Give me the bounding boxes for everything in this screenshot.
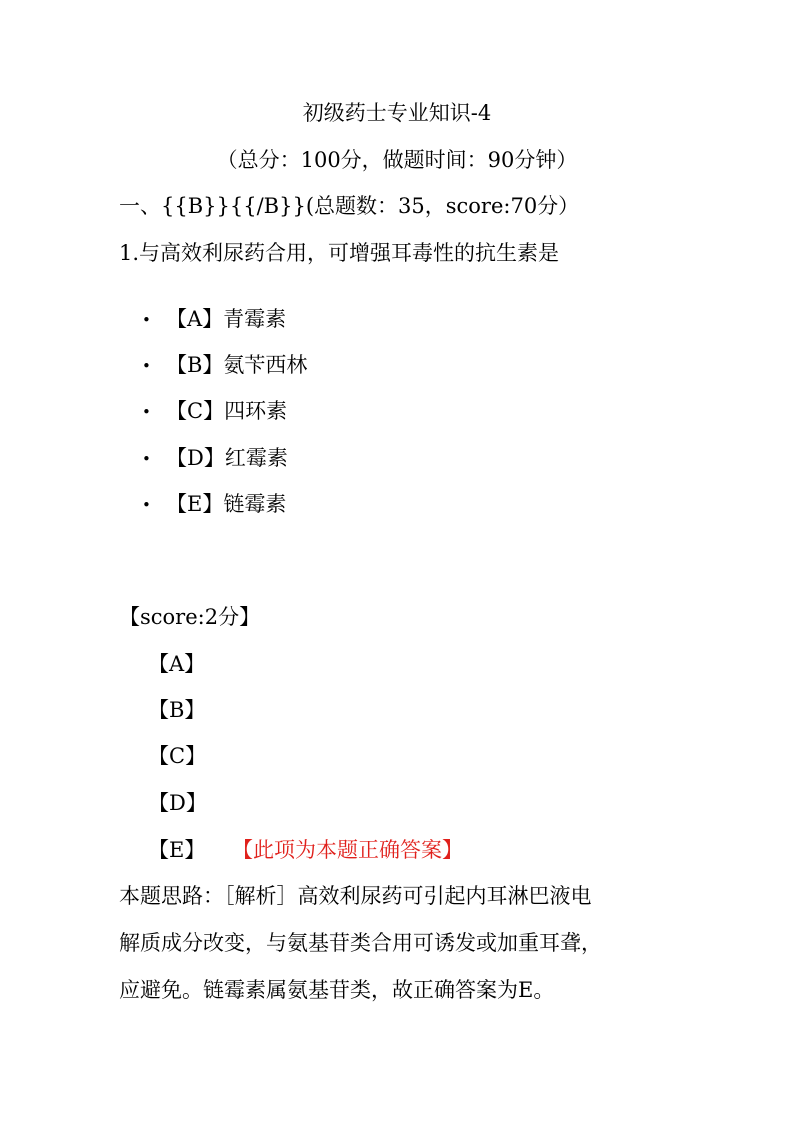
bullet-icon: •	[142, 357, 151, 375]
option-text: 【B】氨苄西林	[166, 353, 308, 377]
explanation-line: 解质成分改变，与氨基苷类合用可诱发或加重耳聋，	[119, 931, 602, 955]
option-c	[142, 401, 287, 422]
bullet-icon: •	[142, 450, 151, 468]
answer-mark-d: 【D】	[148, 791, 207, 815]
option-e	[142, 494, 286, 515]
bullet-icon: •	[142, 311, 151, 329]
explanation-line: 应避免。链霉素属氨基苷类，故正确答案为E。	[119, 978, 555, 1002]
option-d	[142, 448, 288, 469]
option-text: 【E】链霉素	[166, 492, 287, 516]
section-heading: 一、{{B}}{{/B}}(总题数：35，score:70分）	[119, 194, 580, 218]
question-stem: 1.与高效利尿药合用，可增强耳毒性的抗生素是	[119, 241, 560, 265]
doc-subtitle: （总分：100分，做题时间：90分钟）	[216, 148, 578, 172]
explanation-line: 本题思路：［解析］高效利尿药可引起内耳淋巴液电	[119, 884, 592, 908]
answer-mark-a: 【A】	[148, 652, 206, 676]
bullet-icon: •	[142, 403, 151, 421]
answer-mark-b: 【B】	[148, 698, 206, 722]
score-label: 【score:2分】	[119, 605, 261, 629]
option-text: 【D】红霉素	[166, 446, 288, 470]
answer-mark-e: 【E】	[148, 838, 206, 862]
option-b	[142, 355, 307, 376]
doc-title: 初级药士专业知识-4	[302, 101, 492, 125]
option-a	[142, 309, 286, 330]
answer-mark-c: 【C】	[148, 744, 207, 768]
option-text: 【A】青霉素	[166, 307, 287, 331]
bullet-icon: •	[142, 496, 151, 514]
correct-answer-note: 【此项为本题正确答案】	[232, 838, 463, 862]
option-text: 【C】四环素	[166, 399, 288, 423]
